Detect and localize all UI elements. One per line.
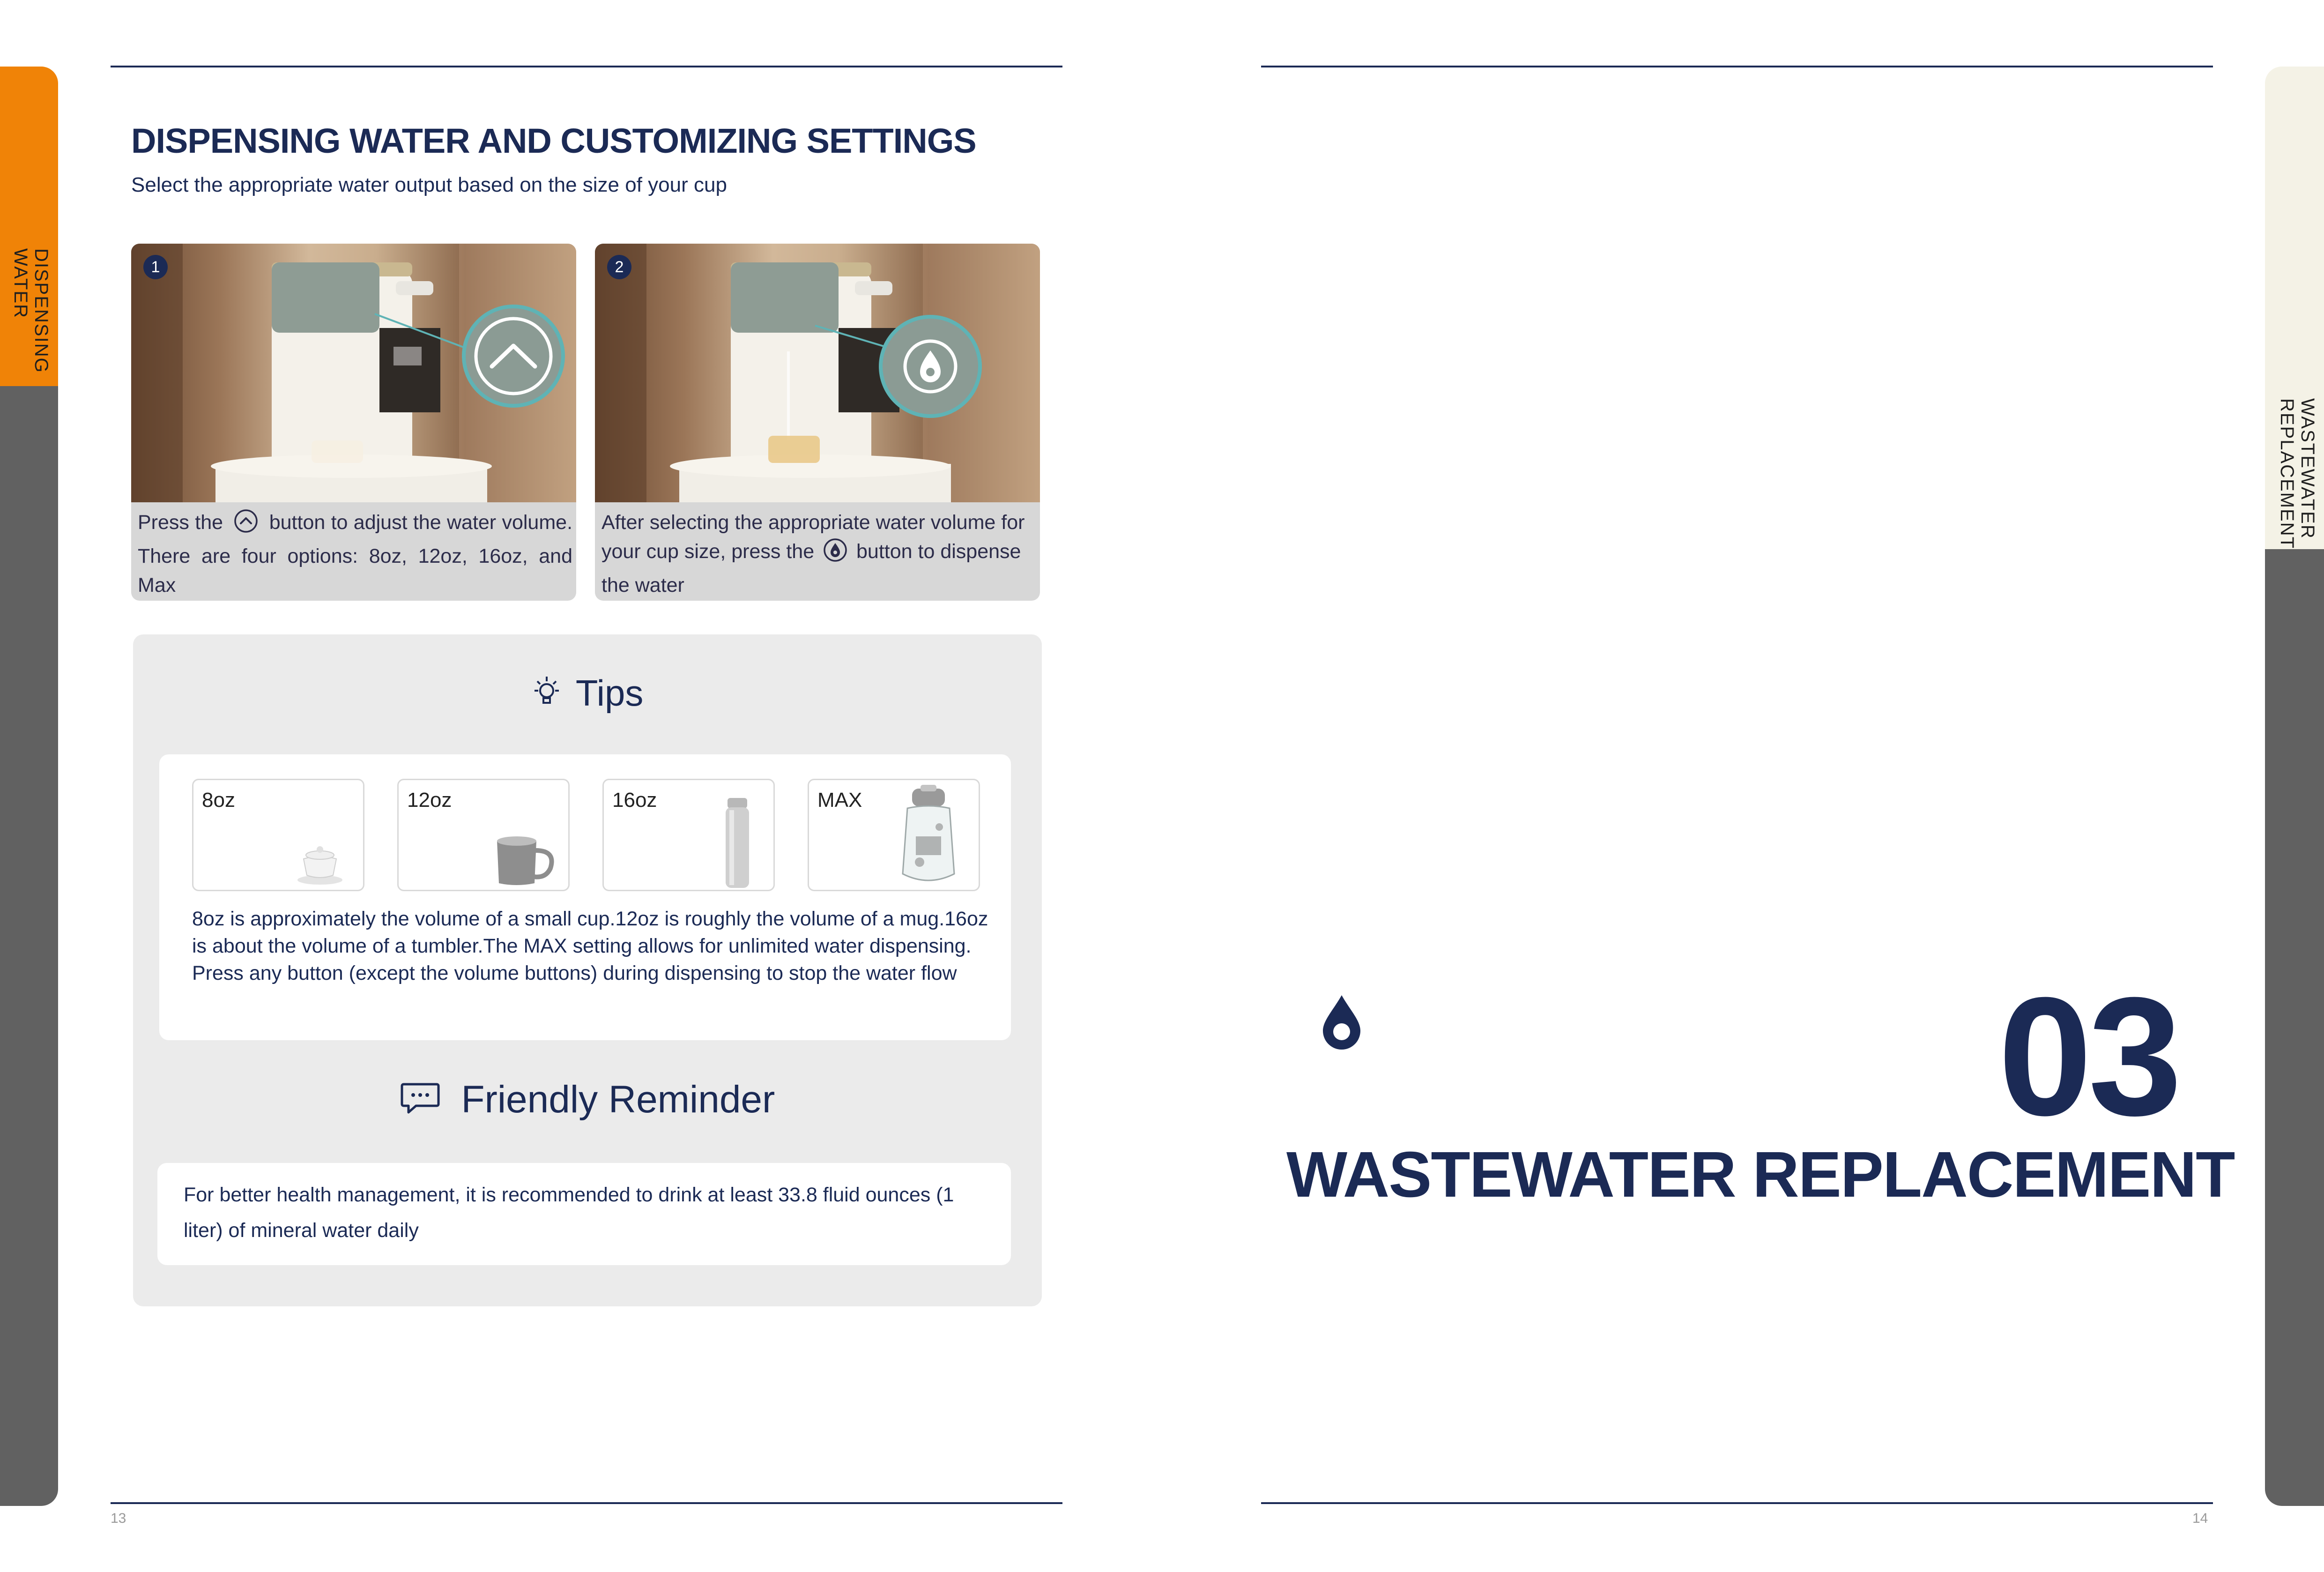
chevron-up-icon <box>233 508 259 542</box>
reminder-heading: Friendly Reminder <box>133 1078 1042 1125</box>
page-subtitle: Select the appropriate water output based on the size of your cup <box>131 173 727 196</box>
side-tab-right-inactive <box>2265 549 2324 1506</box>
step-2-description: After selecting the appropriate water volume for your cup size, press the button to dispense the water <box>601 511 1025 596</box>
step-1-description: Press the button to adjust the water volume. There are four options: 8oz, 12oz, 16oz, and Max <box>138 508 572 600</box>
size-option-12oz: 12oz <box>397 779 570 891</box>
step-number-badge: 2 <box>615 258 624 276</box>
teacup-icon <box>292 835 348 889</box>
dispenser-illustration <box>131 244 576 502</box>
step-number-badge: 1 <box>151 258 160 276</box>
side-tab-inactive <box>0 386 58 1506</box>
dispenser-illustration-2 <box>595 244 1040 502</box>
water-bottle-icon <box>893 785 964 890</box>
section-number: 03 <box>1998 962 2178 1151</box>
reminder-text: For better health management, it is recommended to drink at least 33.8 fluid ounces (1 liter) of mineral water daily <box>184 1184 954 1242</box>
page-number-right: 14 <box>2192 1511 2208 1526</box>
side-tab-label-dispensing: DISPENSING WATER <box>10 248 52 373</box>
chat-bubble-icon <box>400 1080 440 1125</box>
page-number-left: 13 <box>111 1511 126 1526</box>
mug-icon <box>490 832 561 890</box>
side-tab-label-wastewater: WASTEWATER REPLACEMENT <box>2277 398 2318 550</box>
tips-description: 8oz is approximately the volume of a small cup.12oz is roughly the volume of a mug.16oz is about the volume of a tumbler.The MAX setting allows for unlimited water dispensing. Press any button (except the volume buttons) during dispensing to stop the water flow <box>192 908 988 984</box>
lightbulb-icon <box>532 675 562 717</box>
water-drop-icon <box>823 537 848 571</box>
bottom-rule-left <box>111 1502 1062 1504</box>
size-option-8oz: 8oz <box>192 779 364 891</box>
tumbler-icon <box>721 796 754 892</box>
page-title: DISPENSING WATER AND CUSTOMIZING SETTINGS <box>131 121 976 160</box>
dispenser-photo-1 <box>131 244 576 502</box>
top-rule-right <box>1261 66 2213 67</box>
size-option-16oz: 16oz <box>602 779 775 891</box>
size-option-max: MAX <box>808 779 980 891</box>
tips-panel <box>133 634 1042 1306</box>
tips-content-card <box>159 754 1011 1040</box>
water-drop-icon <box>1319 993 1364 1053</box>
step-card-2 <box>595 244 1040 601</box>
step-card-1 <box>131 244 576 601</box>
bottom-rule-right <box>1261 1502 2213 1504</box>
tips-heading: Tips <box>133 672 1042 717</box>
reminder-content-card <box>157 1163 1011 1265</box>
section-title: WASTEWATER REPLACEMENT <box>1286 1139 2235 1211</box>
dispenser-photo-2 <box>595 244 1040 502</box>
top-rule-left <box>111 66 1062 67</box>
